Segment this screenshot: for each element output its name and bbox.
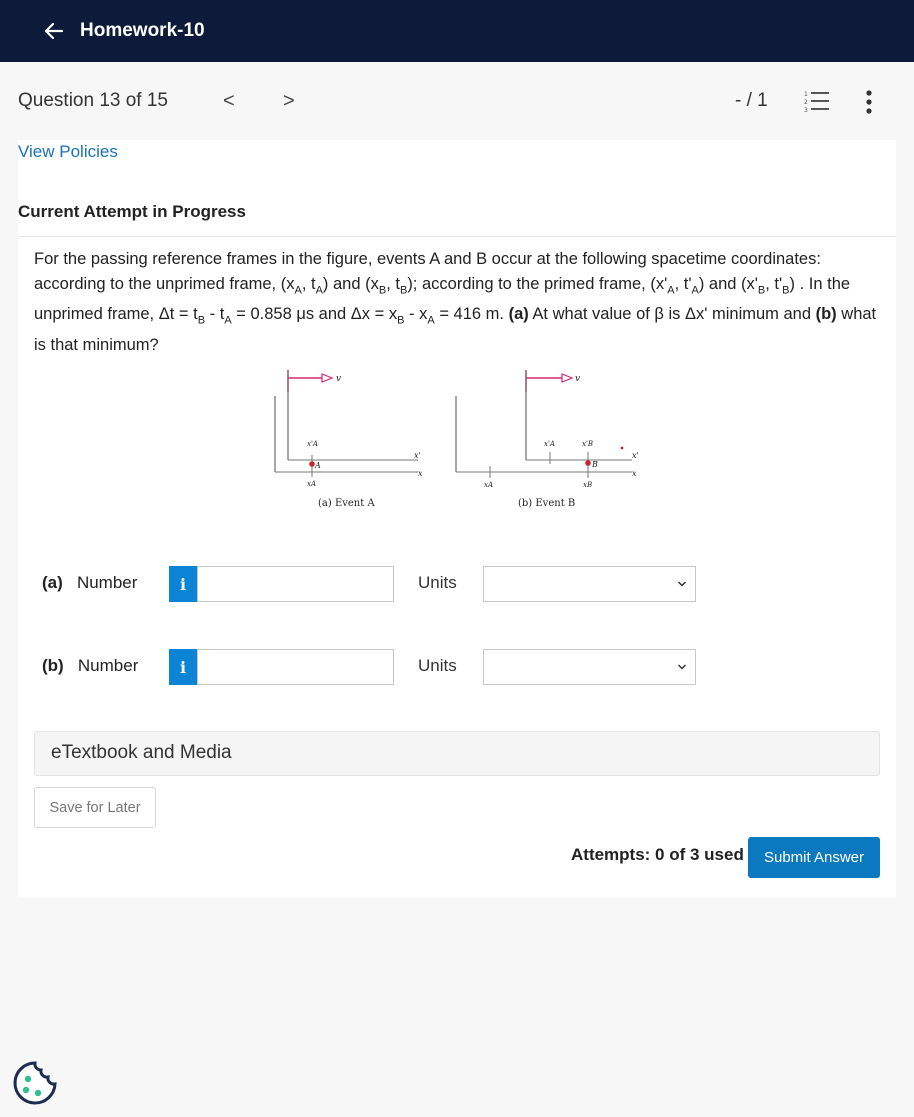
caption-event-a: (a) Event A <box>318 498 375 509</box>
answer-a-label: (a) Number <box>42 573 138 592</box>
svg-text:1: 1 <box>804 91 808 98</box>
answer-a-info-icon[interactable]: i <box>169 566 197 602</box>
next-question-button[interactable]: > <box>283 90 295 112</box>
reference-frames-figure <box>270 360 660 515</box>
divider <box>18 236 896 237</box>
question-counter: Question 13 of 15 <box>18 90 168 111</box>
svg-text:2: 2 <box>804 99 808 106</box>
answer-b-label: (b) Number <box>42 656 139 675</box>
event-a-label: A <box>315 461 321 470</box>
attempt-status-heading: Current Attempt in Progress <box>18 202 246 221</box>
caption-event-b: (b) Event B <box>518 498 576 509</box>
chevron-down-icon <box>677 662 687 672</box>
xprime-axis-label-a: x' <box>414 451 421 460</box>
answer-b-units-select[interactable] <box>483 649 696 685</box>
cookie-icon[interactable] <box>12 1060 58 1106</box>
velocity-label-b: v <box>575 374 581 384</box>
panel-event-a <box>275 370 423 509</box>
answer-b-units-label: Units <box>418 656 457 675</box>
xB-label: xB <box>583 481 593 489</box>
panel-event-b <box>456 370 639 509</box>
x-axis-label-a: x <box>418 469 423 478</box>
xpB-label: x'B <box>582 440 594 448</box>
question-text: For the passing reference frames in the figure, events A and B occur at the following spacetime coordinates: according to the unprimed frame, ($x_A$, $t_A$) and ($x_B$, $t_B$); according to the primed frame, ($x'_A$, $t'_A$) and ($x'_B$, $t'_B$) . In the unprimed frame, $\Delta t = t_B - t_A = 0.858$ μs and $\Delta x = x_B - x_A = 416$ m. (a) At what value of β is Δx' minimum and (b) what is that minimum? <box>34 250 877 355</box>
chevron-down-icon <box>677 579 687 589</box>
submit-answer-button[interactable]: Submit Answer <box>748 837 880 878</box>
answer-b-info-icon[interactable]: i <box>169 649 197 685</box>
answer-a-number-input[interactable] <box>197 566 394 602</box>
xA-label-a: xA <box>307 480 317 488</box>
xpA-label-b: x'A <box>544 440 555 448</box>
previous-question-button[interactable]: < <box>223 90 235 112</box>
question-score: - / 1 <box>735 90 768 111</box>
velocity-label-a: v <box>336 374 342 384</box>
xA-label-b: xA <box>484 481 494 489</box>
assignment-title: Homework-10 <box>80 20 205 41</box>
svg-text:3: 3 <box>804 107 808 114</box>
etextbook-media-panel[interactable]: eTextbook and Media <box>34 731 880 776</box>
answer-b-number-input[interactable] <box>197 649 394 685</box>
attempts-counter: Attempts: 0 of 3 used <box>571 845 744 864</box>
x-axis-label-b: x <box>632 469 637 478</box>
event-b-label: B <box>592 460 598 469</box>
more-options-icon[interactable] <box>862 88 876 116</box>
back-arrow-icon[interactable] <box>42 19 66 43</box>
view-policies-link[interactable]: View Policies <box>18 142 118 161</box>
xprime-axis-label-b: x' <box>632 451 639 460</box>
top-bar <box>0 0 914 62</box>
question-list-icon[interactable] <box>804 90 830 114</box>
answer-a-units-label: Units <box>418 573 457 592</box>
answer-a-units-select[interactable] <box>483 566 696 602</box>
xpA-label: x'A <box>307 440 318 448</box>
save-for-later-button[interactable]: Save for Later <box>34 787 156 828</box>
